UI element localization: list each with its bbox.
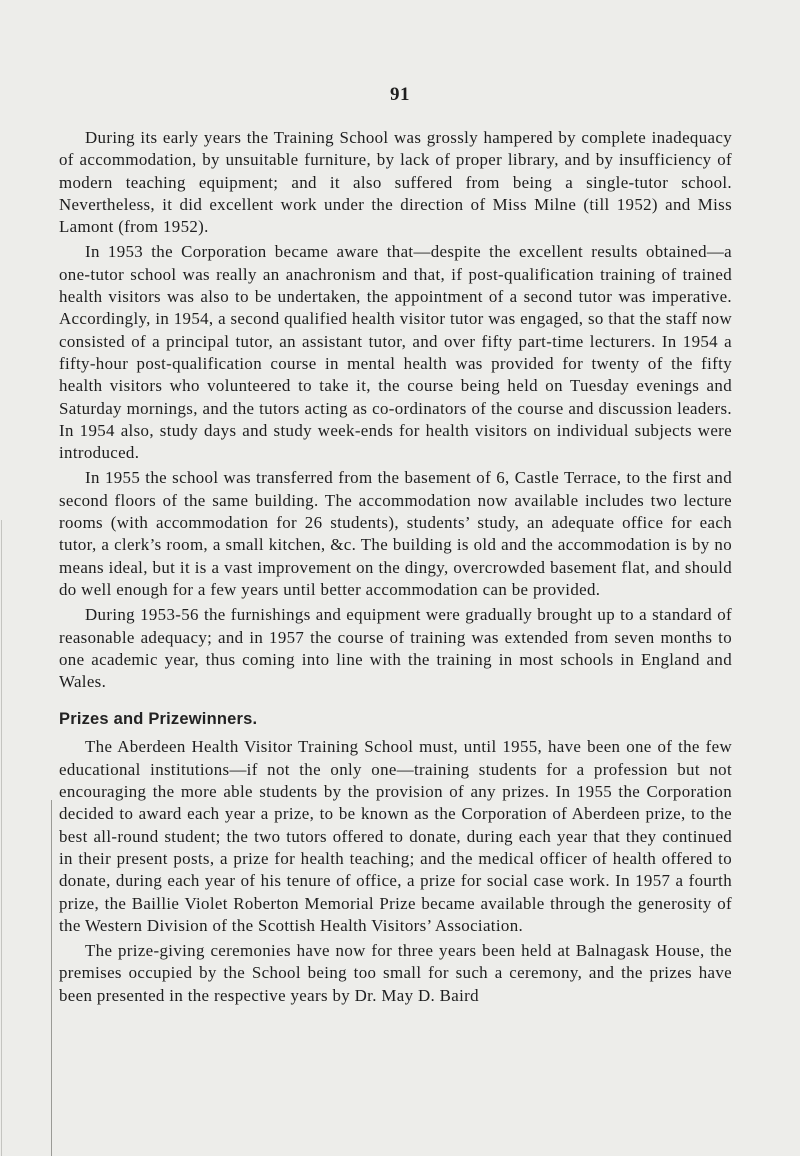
paragraph: In 1955 the school was transferred from the basement of 6, Castle Terrace, to the first and second floors of the same building. The accommodation now available includes two lecture rooms (with accommodation for 26 students), students’ study, an adequate office for each tutor, a clerk’s room, a small kitchen, &c. The building is old and the accommodation is by no means ideal, but it is a vast improvement on the dingy, overcrowded basement flat, and should do well enough for a few years until better accommodation can be provided.: [59, 468, 732, 599]
paragraph: The prize-giving ceremonies have now for three years been held at Balnagask House, the premises occupied by the School being too small for such a ceremony, and the prizes have been presented in the respective years by Dr. May D. Baird: [59, 941, 732, 1005]
scan-edge-line: [1, 520, 2, 1156]
section-heading: Prizes and Prizewinners.: [59, 710, 258, 729]
page-number: 91: [390, 84, 410, 105]
paragraph: During its early years the Training School was grossly hampered by complete inadequacy of accommodation, by unsuitable furniture, by lack of proper library, and by insufficiency of modern teaching equipment; and it also suffered from being a single-tutor school. Nevertheless, it did excellent work under the direction of Miss Milne (till 1952) and Miss Lamont (from 1952).: [59, 128, 732, 237]
paragraph: The Aberdeen Health Visitor Training School must, until 1955, have been one of the few educational institutions—if not the only one—training students for a profession but not encouraging the more able students by the provision of any prizes. In 1955 the Corporation decided to award each year a prize, to be known as the Corporation of Aberdeen prize, to the best all-round student; the two tutors offered to donate, during each year that they continued in their present posts, a prize for health teaching; and the medical officer of health offered to donate, during each year of his tenure of office, a prize for social case work. In 1957 a fourth prize, the Baillie Violet Roberton Memorial Prize became available through the generosity of the Western Division of the Scottish Health Visitors’ Association.: [59, 737, 732, 935]
paragraph: In 1953 the Corporation became aware that—despite the excellent results obtained—a one-tutor school was really an anachronism and that, if post-qualification training of trained health visitors was also to be undertaken, the appointment of a second tutor was imperative. Accordingly, in 1954, a second qualified health visitor tutor was engaged, so that the staff now consisted of a principal tutor, an assistant tutor, and over fifty part-time lecturers. In 1954 a fifty-hour post-qualification course in mental health was provided for twenty of the fifty health visitors who volunteered to take it, the course being held on Tuesday evenings and Saturday mornings, and the tutors acting as co-ordinators of the course and discussion leaders. In 1954 also, study days and study week-ends for health visitors on individual subjects were introduced.: [59, 242, 732, 463]
page-body: [59, 127, 732, 1007]
scan-margin-line: [51, 800, 52, 1156]
paragraph: During 1953-56 the furnishings and equipment were gradually brought up to a standard of reasonable adequacy; and in 1957 the course of training was extended from seven months to one academic year, thus coming into line with the training in most schools in England and Wales.: [59, 605, 732, 692]
